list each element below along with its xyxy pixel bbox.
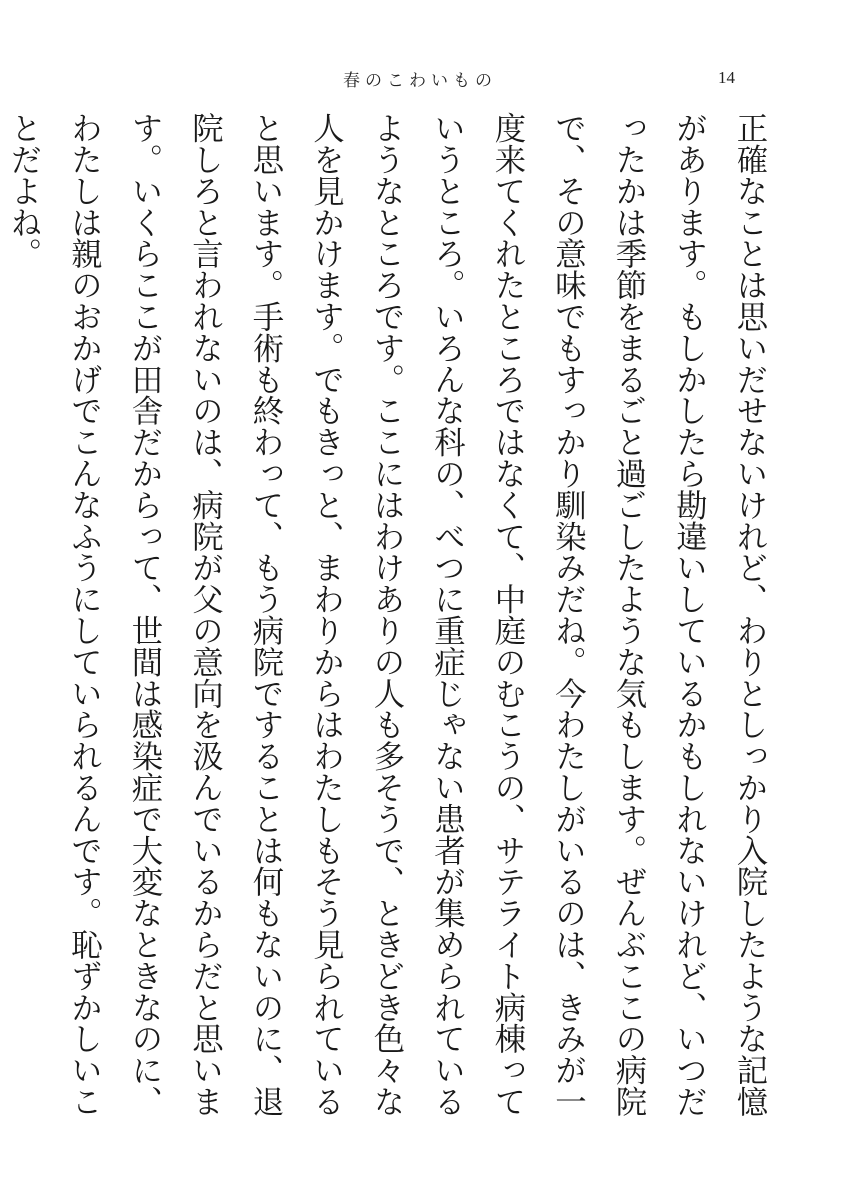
running-title: 春のこわいもの <box>343 71 497 91</box>
vertical-body-text <box>5 112 779 1122</box>
paragraph: 正確なことは思いだせないけれど、わりとしっかり入院したような記憶があります。もしかしたら勘違いしているかもしれないけれど、いつだったかは季節をまるごと過ごしたような気もします。ぜんぶここの病院で、その意味でもすっかり馴染みだね。今わたしがいるのは、きみが一度来てくれたところではなくて、中庭のむこうの、サテライト病棟っていうところ。いろんな科の、べつに重症じゃない患者が集められているようなところです。ここにはわけありの人も多そうで、ときどき色々な人を見かけます。でもきっと、まわりからはわたしもそう見られていると思います。手術も終わって、もう病院ですることは何もないのに、退院しろと言われないのは、病院が父の意向を汲んでいるからだと思います。いくらここが田舎だからって、世間は感染症で大変なときなのに、わたしは親のおかげでこんなふうにしていられるんです。恥ずかしいことだよね。 <box>5 112 767 1117</box>
page-number: 14 <box>718 68 735 87</box>
